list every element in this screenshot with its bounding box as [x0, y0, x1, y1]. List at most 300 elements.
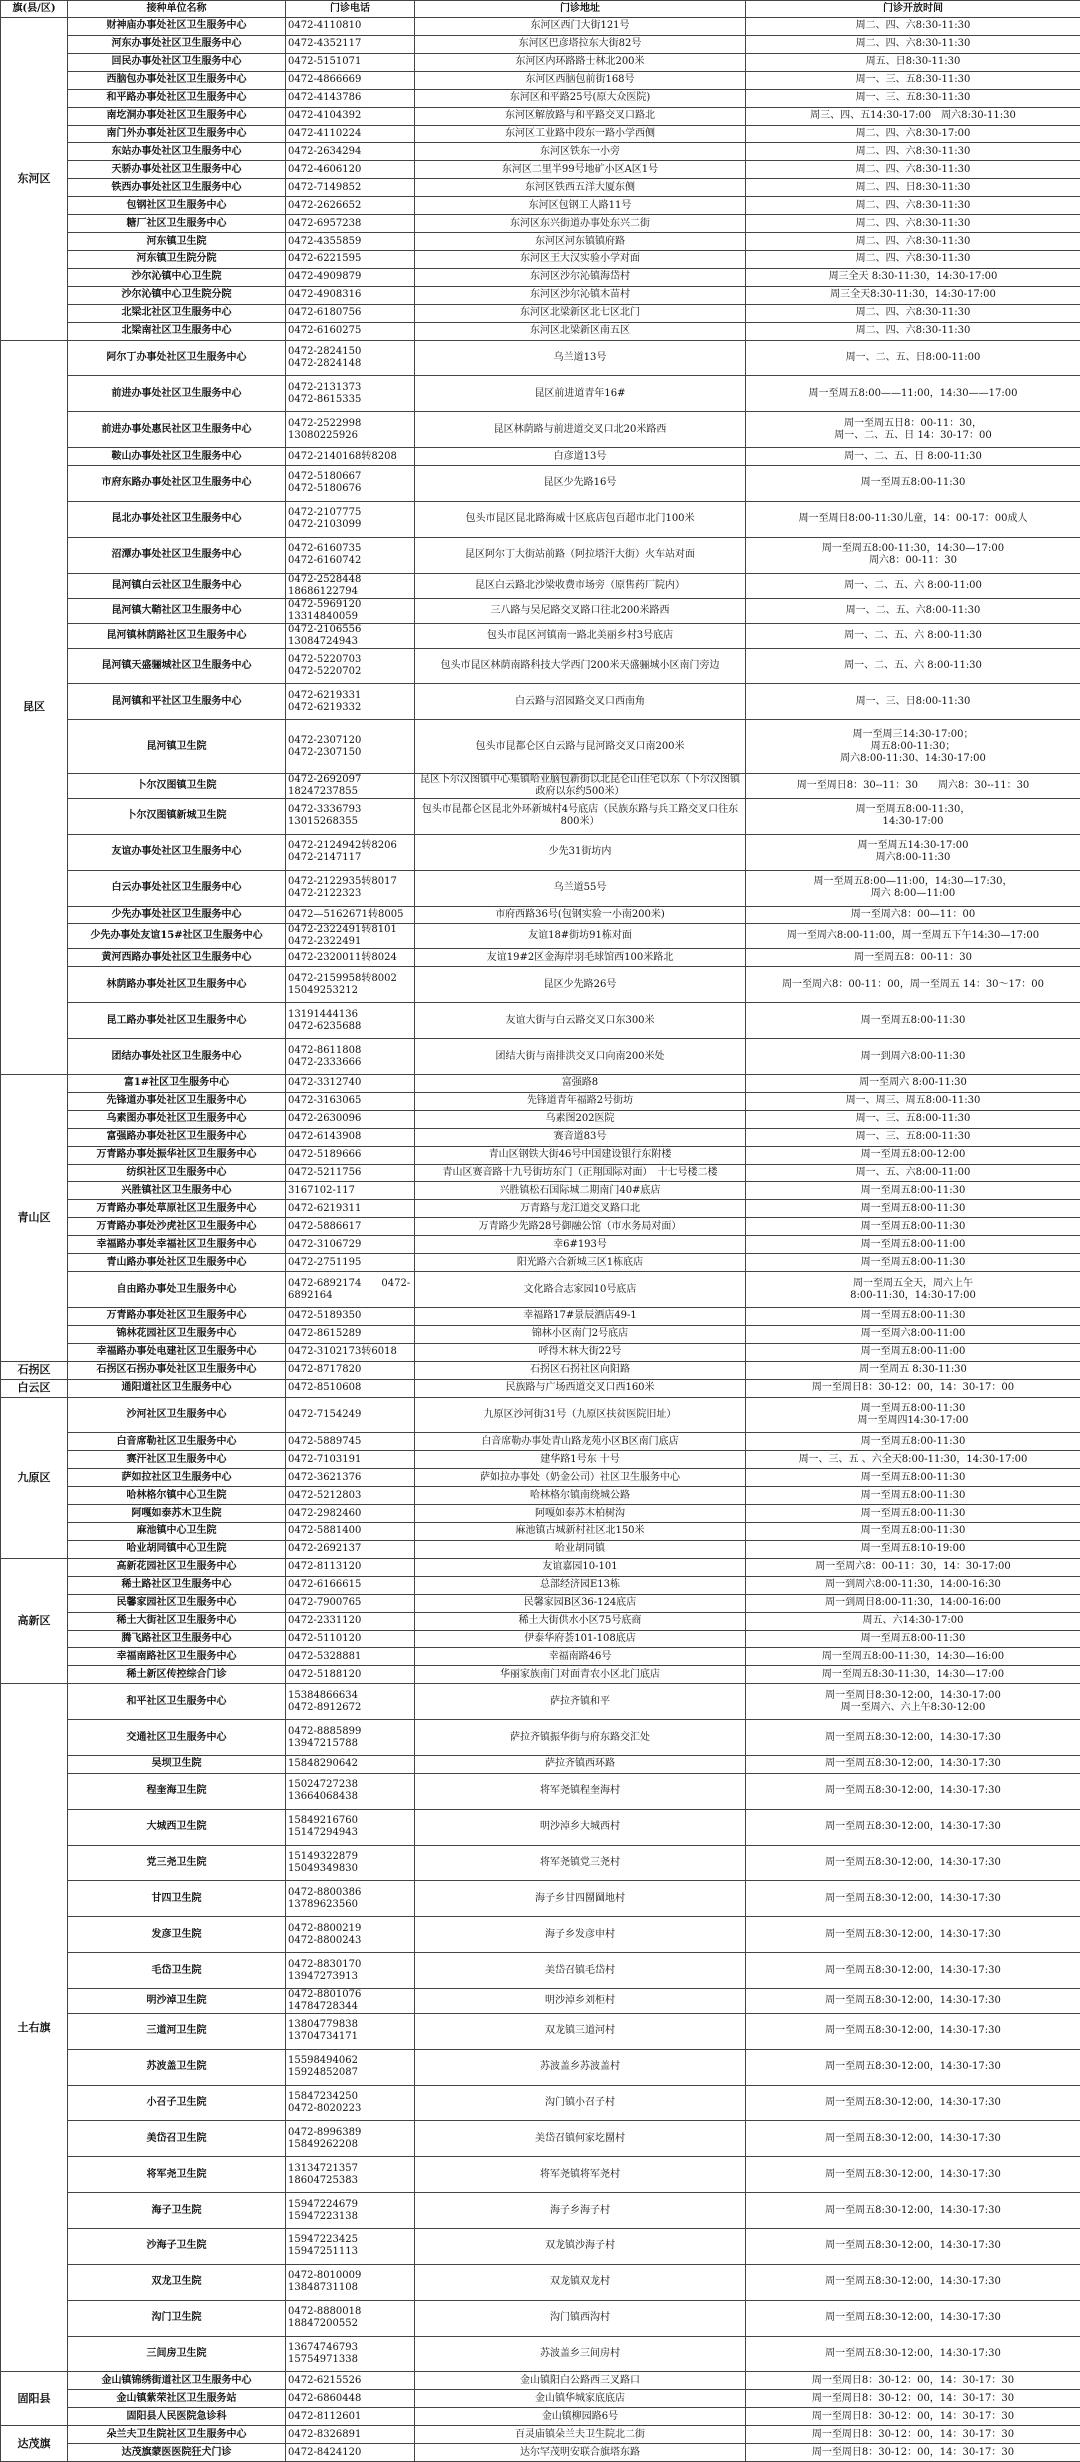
hours-cell: 周一、二、五、六 8:00-11:00	[746, 573, 1080, 598]
address-cell: 包头市昆区河镇南一路北美丽乡村3号底店	[415, 623, 746, 648]
site-name-cell: 铁西办事处社区卫生服务中心	[68, 179, 286, 197]
address-cell: 东河区西门大街121号	[415, 18, 746, 36]
hours-cell: 周一至周五8:00-11:30	[746, 1487, 1080, 1505]
district-cell: 昆区	[1, 340, 68, 1074]
hours-cell: 周二、四、六8:30-11:30	[746, 35, 1080, 53]
site-name-cell: 沙河社区卫生服务中心	[68, 1397, 286, 1433]
table-row	[1, 107, 1080, 125]
table-row	[1, 2193, 1080, 2229]
table-row	[1, 286, 1080, 304]
address-cell: 美岱召镇毛岱村	[415, 1953, 746, 1989]
address-cell: 东河区内环路路士林北200米	[415, 53, 746, 71]
phone-cell: 0472-8010009 13848731108	[286, 2264, 415, 2300]
table-row	[1, 35, 1080, 53]
phone-cell: 3167102-117	[286, 1182, 415, 1200]
address-cell: 伊泰华府荟101-108底店	[415, 1630, 746, 1648]
site-name-cell: 美岱召卫生院	[68, 2121, 286, 2157]
address-cell: 先锋道青年福路2号街坊	[415, 1092, 746, 1110]
address-cell: 双龙镇双龙村	[415, 2264, 746, 2300]
site-name-cell: 幸福路办事处电建社区卫生服务中心	[68, 1343, 286, 1361]
site-name-cell: 自由路办事处卫生服务中心	[68, 1272, 286, 1308]
site-name-cell: 昆工路办事处社区卫生服务中心	[68, 1003, 286, 1039]
hours-cell: 周一至周五8:00-11:30 周一至周四14:30-17:00	[746, 1397, 1080, 1433]
phone-cell: 15947224679 15947223138	[286, 2193, 415, 2229]
phone-cell: 0472-2528448 18686122794	[286, 573, 415, 598]
hours-cell: 周一至周五日8：00-11：30， 周一、二、五、日 14：30-17：00	[746, 412, 1080, 448]
site-name-cell: 通阳道社区卫生服务中心	[68, 1379, 286, 1397]
table-row	[1, 799, 1080, 835]
address-cell: 东河区铁西五洋大厦东侧	[415, 179, 746, 197]
address-cell: 东河区河东镇镇府路	[415, 233, 746, 251]
table-row	[1, 573, 1080, 598]
address-cell: 锦林小区南门2号底店	[415, 1325, 746, 1343]
hours-cell: 周一至周五8:30-12:00，14:30-17:30	[746, 1773, 1080, 1809]
table-row	[1, 2336, 1080, 2372]
address-cell: 昆区少先路16号	[415, 466, 746, 502]
site-name-cell: 沼潭办事处社区卫生服务中心	[68, 537, 286, 573]
address-cell: 富强路8	[415, 1074, 746, 1092]
site-name-cell: 友谊办事处社区卫生服务中心	[68, 834, 286, 870]
table-row	[1, 949, 1080, 967]
phone-cell: 0472-2522998 13080225926	[286, 412, 415, 448]
table-row	[1, 2426, 1080, 2444]
site-name-cell: 三道河卫生院	[68, 2013, 286, 2049]
table-row	[1, 1755, 1080, 1773]
address-cell: 达尔罕茂明安联合旗塔东路	[415, 2444, 746, 2462]
table-row	[1, 1254, 1080, 1272]
table-row	[1, 340, 1080, 376]
table-row	[1, 834, 1080, 870]
hours-cell: 周一至周六8：00-11：00，周一至周五 14：30～17：00	[746, 967, 1080, 1003]
table-row	[1, 1630, 1080, 1648]
site-name-cell: 纺织社区卫生服务中心	[68, 1164, 286, 1182]
phone-cell: 0472-5969120 13314840059	[286, 598, 415, 623]
address-cell: 白云路与沼园路交叉口西南角	[415, 684, 746, 720]
table-row	[1, 501, 1080, 537]
phone-cell: 0472-6166615	[286, 1576, 415, 1594]
hours-cell: 周一至周五8:30-12:00，14:30-17:30	[746, 2121, 1080, 2157]
hours-cell: 周五、六14:30-17:00	[746, 1612, 1080, 1630]
table-row	[1, 684, 1080, 720]
address-cell: 文化路合志家园10号底店	[415, 1272, 746, 1308]
address-cell: 金山镇华城家底底店	[415, 2390, 746, 2408]
site-name-cell: 白云办事处社区卫生服务中心	[68, 870, 286, 906]
site-name-cell: 林荫路办事处社区卫生服务中心	[68, 967, 286, 1003]
site-name-cell: 萨如拉社区卫生服务中心	[68, 1469, 286, 1487]
phone-cell: 13804779838 13704734171	[286, 2013, 415, 2049]
phone-cell: 0472-5889745	[286, 1433, 415, 1451]
address-cell: 将军尧镇程奎海村	[415, 1773, 746, 1809]
table-row	[1, 1469, 1080, 1487]
table-row	[1, 967, 1080, 1003]
phone-cell: 0472-8880018 18847200552	[286, 2300, 415, 2336]
hours-cell: 周一至周五8:10-19:00	[746, 1540, 1080, 1558]
phone-cell: 0472-5180667 0472-5180676	[286, 466, 415, 502]
table-row	[1, 215, 1080, 233]
address-cell: 沟门镇小召子村	[415, 2085, 746, 2121]
table-row	[1, 1379, 1080, 1397]
table-row	[1, 1003, 1080, 1039]
address-cell: 青山区钢铁大街46号中国建设银行东附楼	[415, 1146, 746, 1164]
header-phone: 门诊电话	[286, 1, 415, 18]
site-name-cell: 富1#社区卫生服务中心	[68, 1074, 286, 1092]
phone-cell: 0472-4908316	[286, 286, 415, 304]
table-row	[1, 161, 1080, 179]
phone-cell: 0472-5188120	[286, 1666, 415, 1684]
site-name-cell: 麻池镇中心卫生院	[68, 1522, 286, 1540]
phone-cell: 0472-5189666	[286, 1146, 415, 1164]
table-row	[1, 2372, 1080, 2390]
phone-cell: 0472-6221595	[286, 250, 415, 268]
phone-cell: 0472-2322491转8101 0472-2322491	[286, 924, 415, 949]
phone-cell: 15947223425 15947251113	[286, 2229, 415, 2265]
table-row	[1, 1074, 1080, 1092]
site-name-cell: 幸福路办事处幸福社区卫生服务中心	[68, 1236, 286, 1254]
district-cell: 九原区	[1, 1397, 68, 1558]
phone-cell: 15598494062 15924852087	[286, 2049, 415, 2085]
site-name-cell: 河东镇卫生院分院	[68, 250, 286, 268]
table-row	[1, 1236, 1080, 1254]
site-name-cell: 沙海子卫生院	[68, 2229, 286, 2265]
header-address: 门诊地址	[415, 1, 746, 18]
site-name-cell: 石拐区石拐办事处社区卫生服务中心	[68, 1361, 286, 1379]
hours-cell: 周二、四、六8:30-11:30	[746, 197, 1080, 215]
hours-cell: 周一、三、五8:30-11:30	[746, 71, 1080, 89]
table-row	[1, 2264, 1080, 2300]
table-row	[1, 1110, 1080, 1128]
hours-cell: 周一至周五8:00—11:00，14:30—17:30， 周六 8:00—11:00	[746, 870, 1080, 906]
site-name-cell: 万青路办事处振华社区卫生服务中心	[68, 1146, 286, 1164]
address-cell: 民族路与广场西道交叉口西160米	[415, 1379, 746, 1397]
site-name-cell: 交通社区卫生服务中心	[68, 1720, 286, 1756]
site-name-cell: 和平社区卫生服务中心	[68, 1684, 286, 1720]
phone-cell: 0472-8801076 14784728344	[286, 1988, 415, 2013]
phone-cell: 15848290642	[286, 1755, 415, 1773]
site-name-cell: 海子卫生院	[68, 2193, 286, 2229]
hours-cell: 周一、五、六8:00-11:00	[746, 1164, 1080, 1182]
phone-cell: 0472-6143908	[286, 1128, 415, 1146]
hours-cell: 周一至周日8:00-11:30儿童，14：00-17：00成人	[746, 501, 1080, 537]
phone-cell: 0472-4352117	[286, 35, 415, 53]
site-name-cell: 万青路办事处草原社区卫生服务中心	[68, 1200, 286, 1218]
site-name-cell: 糖厂社区卫生服务中心	[68, 215, 286, 233]
phone-cell: 15847234250 0472-8020223	[286, 2085, 415, 2121]
hours-cell: 周一至周五8:30-12:00，14:30-17:30	[746, 1755, 1080, 1773]
address-cell: 兴胜镇松石国际城二期南门40#底店	[415, 1182, 746, 1200]
hours-cell: 周一至周五8:30-12:00，14:30-17:30	[746, 1720, 1080, 1756]
table-row	[1, 1146, 1080, 1164]
site-name-cell: 毛岱卫生院	[68, 1953, 286, 1989]
hours-cell: 周一至周五8:00-11:30	[746, 1469, 1080, 1487]
site-name-cell: 万青路办事处社区卫生服务中心	[68, 1307, 286, 1325]
address-cell: 白音席勒办事处青山路龙苑小区B区南门底店	[415, 1433, 746, 1451]
hours-cell: 周一到周六8:00-11:30，14:00-16:30	[746, 1576, 1080, 1594]
hours-cell: 周一至周五8:00-11:30	[746, 466, 1080, 502]
phone-cell: 0472-3312740	[286, 1074, 415, 1092]
site-name-cell: 昆北办事处社区卫生服务中心	[68, 501, 286, 537]
address-cell: 萨拉齐镇和平	[415, 1684, 746, 1720]
site-name-cell: 三间房卫生院	[68, 2336, 286, 2372]
phone-cell: 0472-6957238	[286, 215, 415, 233]
site-name-cell: 乌素图办事处社区卫生服务中心	[68, 1110, 286, 1128]
hours-cell: 周一至周五8:00-11:30	[746, 1254, 1080, 1272]
site-name-cell: 大城西卫生院	[68, 1809, 286, 1845]
table-row	[1, 648, 1080, 684]
site-name-cell: 朵兰夫卫生院社区卫生服务中心	[68, 2426, 286, 2444]
hours-cell: 周三全天 8:30-11:30，14:30-17:00	[746, 268, 1080, 286]
phone-cell: 0472-4110810	[286, 18, 415, 36]
address-cell: 友谊18#街坊91栋对面	[415, 924, 746, 949]
site-name-cell: 程奎海卫生院	[68, 1773, 286, 1809]
site-name-cell: 哈业胡同镇中心卫生院	[68, 1540, 286, 1558]
hours-cell: 周一至周五8:00——11:00，14:30——17:00	[746, 376, 1080, 412]
site-name-cell: 哈林格尔镇中心卫生院	[68, 1487, 286, 1505]
table-row	[1, 1612, 1080, 1630]
site-name-cell: 稀土新区传控综合门诊	[68, 1666, 286, 1684]
table-row	[1, 1917, 1080, 1953]
phone-cell: 0472-7103191	[286, 1451, 415, 1469]
phone-cell: 0472-8510608	[286, 1379, 415, 1397]
hours-cell: 周一至周五8:00-11:30	[746, 1003, 1080, 1039]
table-row	[1, 774, 1080, 799]
site-name-cell: 高新花园社区卫生服务中心	[68, 1558, 286, 1576]
table-row	[1, 1487, 1080, 1505]
address-cell: 东河区二里半99号地矿小区A区1号	[415, 161, 746, 179]
hours-cell: 周一至周五8:00-11:00	[746, 1236, 1080, 1254]
site-name-cell: 少先办事处友谊15#社区卫生服务中心	[68, 924, 286, 949]
hours-cell: 周一至周五8:00-11:30	[746, 1307, 1080, 1325]
hours-cell: 周一至周五14:30-17:00 周六8:00-11:30	[746, 834, 1080, 870]
address-cell: 团结大街与南排洪交叉口向南200米处	[415, 1039, 746, 1075]
phone-cell: 0472-8800219 0472-8800243	[286, 1917, 415, 1953]
address-cell: 乌兰道13号	[415, 340, 746, 376]
hours-cell: 周一至周五8:30-11:30，14:30—17:00	[746, 1666, 1080, 1684]
table-row	[1, 412, 1080, 448]
table-row	[1, 1540, 1080, 1558]
phone-cell: 0472-5328881	[286, 1648, 415, 1666]
site-name-cell: 阿嘎如泰苏木卫生院	[68, 1505, 286, 1523]
table-row	[1, 1325, 1080, 1343]
table-row	[1, 1272, 1080, 1308]
address-cell: 包头市昆都仑区昆北外环新城村4号底店（民族东路与兵工路交叉口往东800米）	[415, 799, 746, 835]
hours-cell: 周二、四、六8:30-11:30	[746, 18, 1080, 36]
hours-cell: 周一至周五8:30-12:00，14:30-17:30	[746, 2229, 1080, 2265]
hours-cell: 周二、四、六8:30-11:30	[746, 233, 1080, 251]
table-row	[1, 1433, 1080, 1451]
phone-cell: 0472-2630096	[286, 1110, 415, 1128]
site-name-cell: 稀土大街社区卫生服务中心	[68, 1612, 286, 1630]
phone-cell: 13674746793 15754971338	[286, 2336, 415, 2372]
hours-cell: 周二、四、六8:30-11:30	[746, 215, 1080, 233]
phone-cell: 0472-3102173转6018	[286, 1343, 415, 1361]
hours-cell: 周一至周五8:30-12:00，14:30-17:30	[746, 2157, 1080, 2193]
address-cell: 百灵庙镇朵兰夫卫生院北二街	[415, 2426, 746, 2444]
site-name-cell: 沟门卫生院	[68, 2300, 286, 2336]
hours-cell: 周一至周六8:00-11:00	[746, 1325, 1080, 1343]
phone-cell: 0472-2124942转8206 0472-2147117	[286, 834, 415, 870]
site-name-cell: 少先办事处社区卫生服务中心	[68, 906, 286, 924]
hours-cell: 周一至周五8:00-12:00	[746, 1146, 1080, 1164]
table-row	[1, 1361, 1080, 1379]
hours-cell: 周一至周五8:30-12:00，14:30-17:30	[746, 2049, 1080, 2085]
site-name-cell: 前进办事处社区卫生服务中心	[68, 376, 286, 412]
address-cell: 万青路少先路28号御融公馆（市水务局对面）	[415, 1218, 746, 1236]
table-row	[1, 870, 1080, 906]
site-name-cell: 民馨家园社区卫生服务中心	[68, 1594, 286, 1612]
site-name-cell: 团结办事处社区卫生服务中心	[68, 1039, 286, 1075]
address-cell: 双龙镇三道河村	[415, 2013, 746, 2049]
header-hours: 门诊开放时间	[746, 1, 1080, 18]
address-cell: 沟门镇西沟村	[415, 2300, 746, 2336]
address-cell: 东河区工业路中段东一路小学西侧	[415, 125, 746, 143]
hours-cell: 周一、三、五8:30-11:30	[746, 89, 1080, 107]
phone-cell: 0472-2122935转8017 0472-2122323	[286, 870, 415, 906]
phone-cell: 0472-6219331 0472-6219332	[286, 684, 415, 720]
table-row	[1, 89, 1080, 107]
phone-cell: 0472-5212803	[286, 1487, 415, 1505]
hours-cell: 周一至周五8:30-12:00，14:30-17:30	[746, 2193, 1080, 2229]
site-name-cell: 南圪洞办事处社区卫生服务中心	[68, 107, 286, 125]
site-name-cell: 赛汗社区卫生服务中心	[68, 1451, 286, 1469]
district-cell: 土右旗	[1, 1684, 68, 2372]
site-name-cell: 昆河镇天盛骊城社区卫生服务中心	[68, 648, 286, 684]
address-cell: 萨拉齐镇振华街与府东路交汇处	[415, 1720, 746, 1756]
address-cell: 东河区和平路25号(原大众医院)	[415, 89, 746, 107]
hours-cell: 周一至周日8：30-12：00，14：30-17：30	[746, 2426, 1080, 2444]
site-name-cell: 回民办事处社区卫生服务中心	[68, 53, 286, 71]
phone-cell: 0472-6892174 0472-6892164	[286, 1272, 415, 1308]
table-row	[1, 53, 1080, 71]
address-cell: 海子乡甘四圐圙地村	[415, 1881, 746, 1917]
table-row	[1, 2157, 1080, 2193]
address-cell: 友谊19#2区金海岸羽毛球馆西100米路北	[415, 949, 746, 967]
address-cell: 东河区巴彦塔拉东大街82号	[415, 35, 746, 53]
hours-cell: 周一至周五8：00-11：30	[746, 949, 1080, 967]
hours-cell: 周一至周三14:30-17:00； 周五8:00-11:30； 周六8:00-11:30、14:30-17:00	[746, 720, 1080, 774]
phone-cell: 0472-6219311	[286, 1200, 415, 1218]
phone-cell: 0472-8615289	[286, 1325, 415, 1343]
address-cell: 明沙淖乡大城西村	[415, 1809, 746, 1845]
district-cell: 高新区	[1, 1558, 68, 1683]
address-cell: 民馨家园B区36-124底店	[415, 1594, 746, 1612]
address-cell: 东河区东兴街道办事处东兴二街	[415, 215, 746, 233]
table-row	[1, 1522, 1080, 1540]
site-name-cell: 财神庙办事处社区卫生服务中心	[68, 18, 286, 36]
table-row	[1, 1881, 1080, 1917]
hours-cell: 周一至周日8:30-12:00，14:30-17:00 周一至周六、六上午8:30-12:00	[746, 1684, 1080, 1720]
table-row	[1, 1576, 1080, 1594]
table-row	[1, 179, 1080, 197]
address-cell: 市府西路36号(包钢实验一小南200米)	[415, 906, 746, 924]
phone-cell: 0472-8800386 13789623560	[286, 1881, 415, 1917]
address-cell: 海子乡海子村	[415, 2193, 746, 2229]
site-name-cell: 黄河西路办事处社区卫生服务中心	[68, 949, 286, 967]
phone-cell: 0472-2159958转8002 15049253212	[286, 967, 415, 1003]
site-name-cell: 甘四卫生院	[68, 1881, 286, 1917]
phone-cell: 0472-5110120	[286, 1630, 415, 1648]
table-row	[1, 906, 1080, 924]
address-cell: 总部经济园E13栋	[415, 1576, 746, 1594]
table-row	[1, 1307, 1080, 1325]
hours-cell: 周一、二、五、日 8:00-11:30	[746, 448, 1080, 466]
site-name-cell: 富强路办事处社区卫生服务中心	[68, 1128, 286, 1146]
address-cell: 昆区阿尔丁大街站前路（阿拉塔汗大街）火车站对面	[415, 537, 746, 573]
hours-cell: 周一至周五8:00-11:30	[746, 1522, 1080, 1540]
phone-cell: 0472-8424120	[286, 2444, 415, 2462]
table-row	[1, 1451, 1080, 1469]
hours-cell: 周二、四、六8:30-11:30	[746, 250, 1080, 268]
hours-cell: 周一至周日8：30-12：00，14：30-17：30	[746, 2372, 1080, 2390]
phone-cell: 0472-4909879	[286, 268, 415, 286]
hours-cell: 周一至周五8:00-11:30， 14:30-17:00	[746, 799, 1080, 835]
phone-cell: 0472-8830170 13947273913	[286, 1953, 415, 1989]
site-name-cell: 双龙卫生院	[68, 2264, 286, 2300]
address-cell: 东河区北梁新区南五区	[415, 322, 746, 340]
address-cell: 美岱召镇何家圪圐村	[415, 2121, 746, 2157]
phone-cell: 0472-7154249	[286, 1397, 415, 1433]
hours-cell: 周一、二、五、六 8:00-11:30	[746, 648, 1080, 684]
hours-cell: 周一、三、日8:00-11:30	[746, 684, 1080, 720]
address-cell: 东河区王大汉实验小学对面	[415, 250, 746, 268]
address-cell: 金山镇阳白公路西三叉路口	[415, 2372, 746, 2390]
site-name-cell: 兴胜镇社区卫生服务中心	[68, 1182, 286, 1200]
hours-cell: 周二、四、六8:30-11:30	[746, 161, 1080, 179]
table-row	[1, 1397, 1080, 1433]
hours-cell: 周一至周五8:00-11:00	[746, 1343, 1080, 1361]
address-cell: 昆区林荫路与前进道交叉口北20米路西	[415, 412, 746, 448]
site-name-cell: 卜尔汉图镇卫生院	[68, 774, 286, 799]
address-cell: 九原区沙河街31号（九原区扶贫医院旧址）	[415, 1397, 746, 1433]
hours-cell: 周一至周五8:30-12:00，14:30-17:30	[746, 1988, 1080, 2013]
table-row	[1, 233, 1080, 251]
site-name-cell: 鞍山办事处社区卫生服务中心	[68, 448, 286, 466]
hours-cell: 周一至周日8：30-12：00，14：30-17：00	[746, 1379, 1080, 1397]
phone-cell: 0472-2751195	[286, 1254, 415, 1272]
address-cell: 昆区少先路26号	[415, 967, 746, 1003]
hours-cell: 周一至周五8:00-11:30	[746, 1182, 1080, 1200]
table-row	[1, 2013, 1080, 2049]
phone-cell: 0472—5162671转8005	[286, 906, 415, 924]
site-name-cell: 党三尧卫生院	[68, 1845, 286, 1881]
phone-cell: 0472-4110224	[286, 125, 415, 143]
phone-cell: 0472-2106556 13084724943	[286, 623, 415, 648]
table-row	[1, 2049, 1080, 2085]
table-row	[1, 125, 1080, 143]
phone-cell: 0472-5211756	[286, 1164, 415, 1182]
phone-cell: 15149322879 15049349830	[286, 1845, 415, 1881]
address-cell: 昆区卜尔汉图镇中心集镇哈业脑包新街以北昆仑山住宅以东（卜尔汉图镇政府以东约500米）	[415, 774, 746, 799]
address-cell: 哈业胡同镇	[415, 1540, 746, 1558]
address-cell: 呼得木林大街22号	[415, 1343, 746, 1361]
site-name-cell: 将军尧卫生院	[68, 2157, 286, 2193]
site-name-cell: 沙尔沁镇中心卫生院分院	[68, 286, 286, 304]
phone-cell: 0472-6160275	[286, 322, 415, 340]
header-district: 旗(县/区)	[1, 1, 68, 18]
phone-cell: 0472-8885899 13947215788	[286, 1720, 415, 1756]
phone-cell: 0472-8996389 15849262208	[286, 2121, 415, 2157]
site-name-cell: 阿尔丁办事处社区卫生服务中心	[68, 340, 286, 376]
district-cell: 固阳县	[1, 2372, 68, 2426]
table-row	[1, 304, 1080, 322]
site-name-cell: 卜尔汉图镇新城卫生院	[68, 799, 286, 835]
hours-cell: 周一至周五8:30-12:00，14:30-17:30	[746, 1881, 1080, 1917]
address-cell: 东河区西脑包前街168号	[415, 71, 746, 89]
hours-cell: 周一、三、五 、六全天8:00-11:30，14:30-17:00	[746, 1451, 1080, 1469]
address-cell: 金山镇柳园路6号	[415, 2408, 746, 2426]
phone-cell: 0472-6180756	[286, 304, 415, 322]
phone-cell: 0472-4355859	[286, 233, 415, 251]
address-cell: 友谊大街与白云路交叉口东300米	[415, 1003, 746, 1039]
